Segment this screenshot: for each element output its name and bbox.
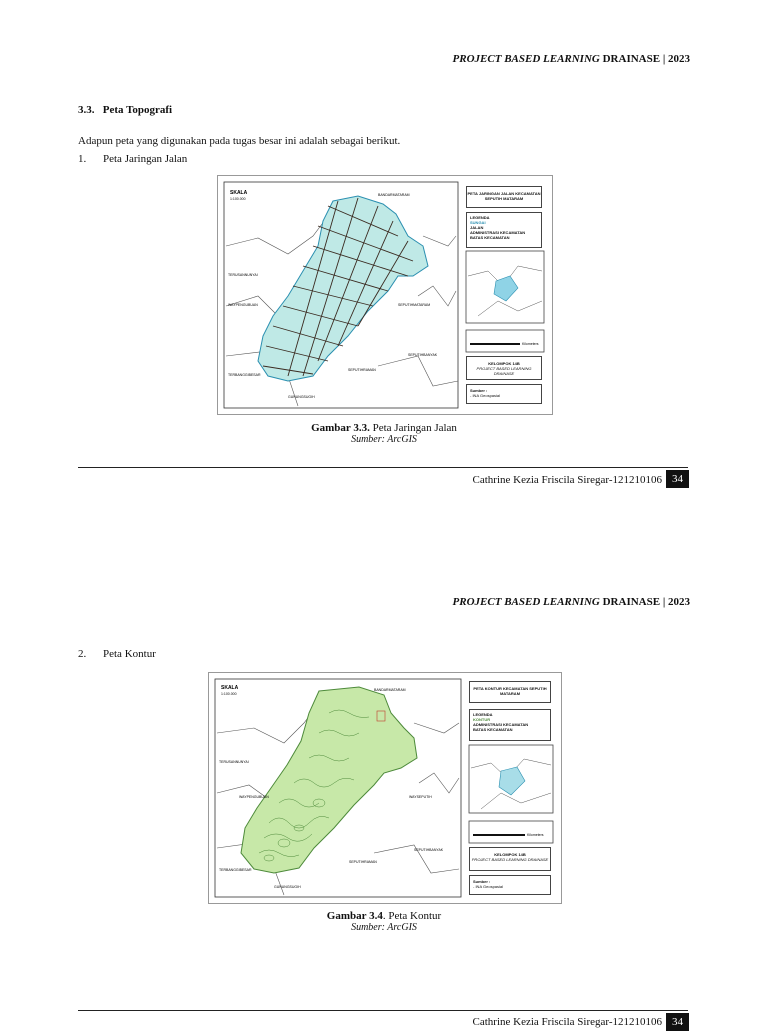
road-network-map [217, 175, 553, 415]
list-item-text: Peta Kontur [103, 648, 156, 660]
map-area-label: TERBANGGIBESAR [219, 868, 252, 872]
footer-rule [78, 1010, 688, 1011]
scale-unit: Kilometers [527, 833, 544, 837]
map-area-label: TERBANGGIBESAR [228, 373, 261, 377]
list-item-number: 1. [78, 153, 87, 165]
list-item-text: Peta Jaringan Jalan [103, 153, 188, 165]
skala-value: 1:100.000 [221, 692, 237, 696]
page-header: PROJECT BASED LEARNING DRAINASE | 2023 [452, 53, 690, 65]
map-area-label: GUNUNGSUGIH [274, 885, 301, 889]
map-legend: LEGENDA SUNGAI JALAN ADMINISTRASI KECAMATAN BATAS KECAMATAN [466, 212, 542, 248]
skala-label: SKALA [221, 685, 239, 691]
map-title: PETA KONTUR KECAMATAN SEPUTIH MATARAM [469, 681, 551, 703]
map-source: Sumber : - INA Geospasial [469, 875, 551, 895]
figure-caption: Gambar 3.3. Peta Jaringan Jalan [311, 422, 457, 434]
map-area-label: WAYPENGUBUAN [228, 303, 258, 307]
scale-bar-box [469, 821, 553, 843]
map-source: Sumber : - INA Geospasial [466, 384, 542, 404]
contour-map [208, 672, 562, 904]
figure-source: Sumber: ArcGIS [351, 434, 417, 445]
map-area-label: BANDARMATARAM [378, 193, 410, 197]
map-legend: LEGENDA KONTUR ADMINISTRASI KECAMATAN BATAS KECAMATAN [469, 709, 551, 741]
map-area-label: GUNUNGSUGIH [288, 395, 315, 399]
group-label: KELOMPOK 14B PROJECT BASED LEARNING DRAINASE [466, 356, 542, 380]
footer-author: Cathrine Kezia Friscila Siregar-121210106 [472, 1016, 662, 1028]
map-area-label: WAYSEPUTIH [409, 795, 432, 799]
map-area-label: SEPUTIHBANYAK [414, 848, 444, 852]
scale-unit: Kilometers [522, 342, 539, 346]
map-area-label: SEPUTIHBANYAK [408, 353, 438, 357]
map-area-label: SEPUTIHRAMAN [349, 860, 377, 864]
footer-rule [78, 467, 688, 468]
map-area-label: SEPUTIHMATARAM [398, 303, 431, 307]
page-header: PROJECT BASED LEARNING DRAINASE | 2023 [452, 596, 690, 608]
scale-bar-box [466, 330, 544, 352]
intro-text: Adapun peta yang digunakan pada tugas besar ini adalah sebagai berikut. [78, 135, 401, 147]
group-label: KELOMPOK 14B PROJECT BASED LEARNING DRAINASE [469, 847, 551, 871]
figure-source: Sumber: ArcGIS [351, 922, 417, 933]
map-area-label: BANDARMATARAM [374, 688, 406, 692]
map-area-label: TERUSANNUNYAI [228, 273, 258, 277]
skala-value: 1:100.000 [230, 197, 246, 201]
list-item-number: 2. [78, 648, 87, 660]
section-title: 3.3. Peta Topografi [78, 104, 173, 116]
page-number: 34 [666, 470, 689, 488]
map-title: PETA JARINGAN JALAN KECAMATAN SEPUTIH MATARAM [466, 186, 542, 208]
map-area-label: TERUSANNUNYAI [219, 760, 249, 764]
figure-caption: Gambar 3.4. Peta Kontur [326, 910, 442, 922]
map-area-label: SEPUTIHRAMAN [348, 368, 376, 372]
footer-author: Cathrine Kezia Friscila Siregar-121210106 [472, 474, 662, 486]
map-area-label: WAYPENGUBUAN [239, 795, 269, 799]
page-number: 34 [666, 1013, 689, 1031]
skala-label: SKALA [230, 190, 248, 196]
